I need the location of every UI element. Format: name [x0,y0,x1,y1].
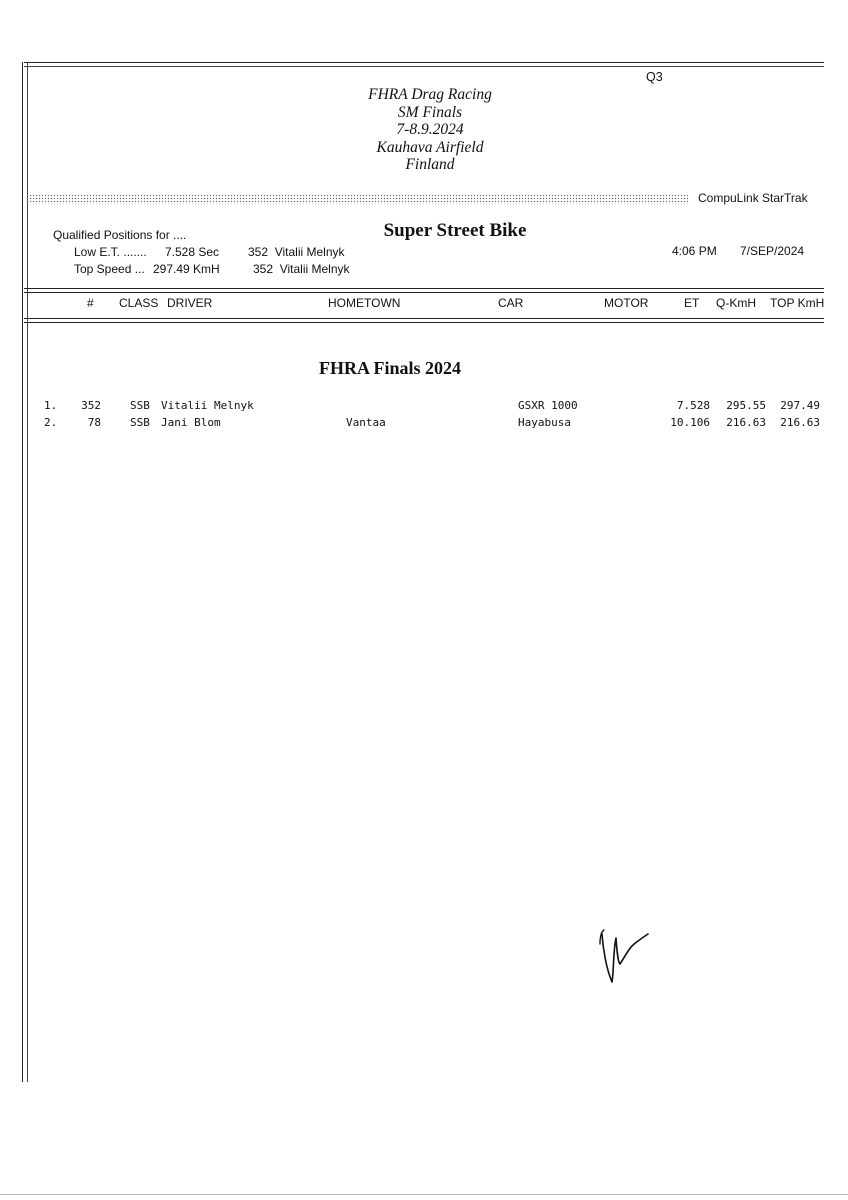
table-row [0,416,848,432]
low-et-holder: 352 Vitalii Melnyk [248,245,345,259]
dotted-separator [26,194,688,204]
col-topkmh: TOP KmH [770,296,825,310]
row-driver: Vitalii Melnyk [161,399,254,412]
system-label: CompuLink StarTrak [698,191,808,205]
low-et-value: 7.528 Sec [165,245,220,259]
class-title: Super Street Bike [383,220,527,241]
row-car: GSXR 1000 [518,399,578,412]
col-driver: DRIVER [167,296,213,310]
col-hometown: HOMETOWN [328,296,401,310]
event-header [330,86,530,174]
event-country: Finland [405,156,455,173]
row-number: 352 [81,399,101,412]
row-class: SSB [130,399,150,412]
col-motor: MOTOR [604,296,649,310]
top-speed-label: Top Speed ... [74,262,145,276]
row-topkmh: 297.49 [780,399,820,412]
row-number: 78 [87,416,101,429]
row-qkmh: 295.55 [726,399,766,412]
section-title: FHRA Finals 2024 [318,358,461,378]
col-car: CAR [498,296,524,310]
header-rule-bottom [24,318,824,323]
header-rule-top [24,288,824,293]
row-topkmh: 216.63 [780,416,820,429]
col-num: # [87,296,94,310]
top-speed-holder: 352 Vitalii Melnyk [253,262,350,276]
row-class: SSB [130,416,150,429]
low-et-label: Low E.T. ....... [74,245,147,259]
event-title: FHRA Drag Racing [368,86,492,103]
session-code: Q3 [646,70,663,84]
event-dates: 7-8.9.2024 [396,121,464,138]
report-date: 7/SEP/2024 [740,244,805,258]
row-driver: Jani Blom [161,416,221,429]
row-position: 1. [44,399,58,412]
signature-icon [596,922,656,988]
bottom-edge-line [0,1194,848,1195]
col-qkmh: Q-KmH [716,296,756,310]
row-et: 7.528 [676,399,710,412]
top-speed-value: 297.49 KmH [153,262,220,276]
row-position: 2. [44,416,58,429]
top-border [24,62,824,67]
report-time: 4:06 PM [672,244,717,258]
event-subtitle: SM Finals [397,103,463,121]
col-et: ET [684,296,700,310]
left-border [22,62,28,1082]
row-et: 10.106 [670,416,710,429]
event-venue: Kauhava Airfield [376,138,484,156]
row-car: Hayabusa [518,416,571,429]
table-row [0,399,848,415]
row-qkmh: 216.63 [726,416,766,429]
qualified-heading: Qualified Positions for .... [53,228,187,242]
col-class: CLASS [119,296,159,310]
row-hometown: Vantaa [346,416,386,429]
